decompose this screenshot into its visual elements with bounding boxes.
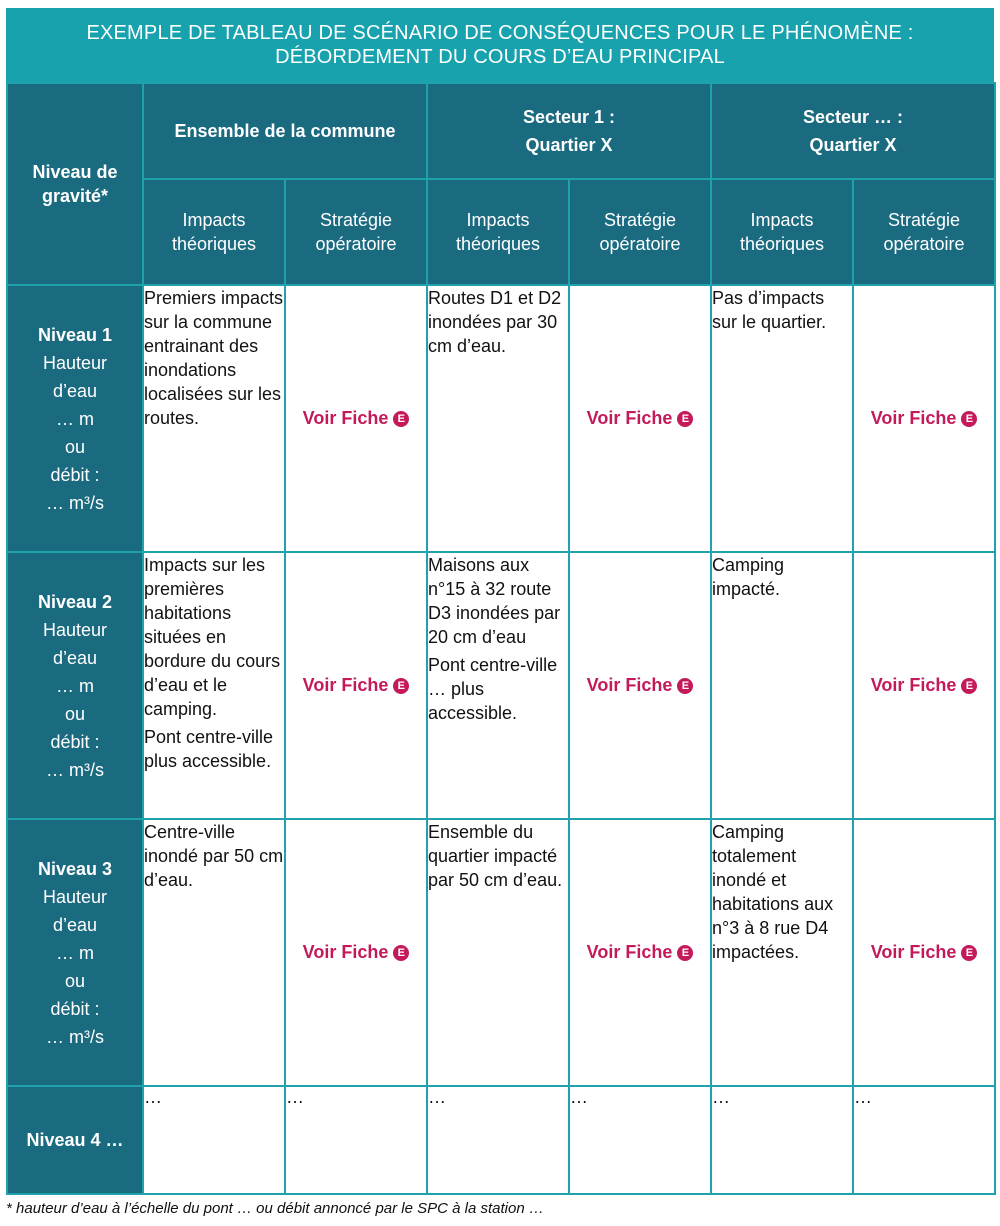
- fiche-cell: [853, 819, 995, 1086]
- impact-text: Centre-ville inondé par 50 cm d’eau.: [144, 822, 284, 890]
- impact-text: Pont centre-ville plus accessible.: [144, 727, 274, 771]
- impact-cell: [711, 285, 853, 552]
- subheader-impacts: Impacts théoriques: [143, 179, 285, 285]
- impact-cell: [427, 552, 569, 819]
- voir-fiche-label: Voir Fiche: [302, 408, 389, 428]
- impact-cell: [143, 552, 285, 819]
- title-line-2: DÉBORDEMENT DU COURS D’EAU PRINCIPAL: [275, 46, 725, 68]
- fiche-cell: [569, 552, 711, 819]
- fiche-cell: [853, 285, 995, 552]
- empty-cell: …: [143, 1086, 285, 1194]
- level-name: Niveau 2: [37, 591, 113, 612]
- voir-fiche-label: Voir Fiche: [586, 675, 673, 695]
- group-header-line: Secteur … :: [803, 107, 904, 127]
- impact-cell: [427, 819, 569, 1086]
- level-line: débit :: [50, 998, 100, 1019]
- level-name: Niveau 3: [37, 858, 113, 879]
- fiche-badge-icon: E: [393, 678, 409, 694]
- subheader-impacts: Impacts théoriques: [427, 179, 569, 285]
- level-line: Hauteur: [42, 352, 108, 373]
- impact-cell: [427, 285, 569, 552]
- impact-text: Camping totalement inondé et habitations aux n°3 à 8 rue D4 impactées.: [712, 822, 834, 962]
- voir-fiche-link[interactable]: [871, 675, 978, 696]
- level-cell: [7, 285, 143, 552]
- group-header-line: Secteur 1 :: [523, 107, 616, 127]
- voir-fiche-link[interactable]: [303, 675, 410, 696]
- impact-cell: [711, 819, 853, 1086]
- level-line: … m³/s: [46, 759, 104, 780]
- voir-fiche-link[interactable]: [587, 942, 694, 963]
- fiche-cell: [285, 819, 427, 1086]
- level-line: Hauteur: [42, 619, 108, 640]
- voir-fiche-link[interactable]: [587, 675, 694, 696]
- voir-fiche-label: Voir Fiche: [870, 675, 957, 695]
- impact-text: Premiers impacts sur la commune entrainant des inondations localisées sur les routes.: [144, 288, 284, 428]
- level-line: d’eau: [52, 647, 98, 668]
- table-row: [7, 285, 995, 552]
- fiche-badge-icon: E: [677, 945, 693, 961]
- voir-fiche-link[interactable]: [303, 942, 410, 963]
- level-line: … m: [56, 942, 94, 963]
- level-cell: [7, 1086, 143, 1194]
- impact-cell: [143, 285, 285, 552]
- table-title: [6, 8, 994, 82]
- fiche-cell: [285, 285, 427, 552]
- fiche-badge-icon: E: [393, 411, 409, 427]
- voir-fiche-label: Voir Fiche: [302, 942, 389, 962]
- group-header-line: Ensemble de la commune: [174, 121, 396, 141]
- group-header-secteur-n: [711, 83, 995, 179]
- title-line-1: EXEMPLE DE TABLEAU DE SCÉNARIO DE CONSÉQUENCES POUR LE PHÉNOMÈNE :: [86, 22, 914, 44]
- level-column-header: Niveau de gravité*: [7, 83, 143, 285]
- fiche-cell: [285, 552, 427, 819]
- voir-fiche-label: Voir Fiche: [586, 408, 673, 428]
- impact-text: Ensemble du quartier impacté par 50 cm d’eau.: [428, 822, 563, 890]
- level-line: ou: [64, 436, 86, 457]
- subheader-strategie: Stratégie opératoire: [853, 179, 995, 285]
- group-header-line: Quartier X: [525, 135, 613, 155]
- level-line: … m: [56, 675, 94, 696]
- empty-cell: …: [853, 1086, 995, 1194]
- level-name: Niveau 4 …: [26, 1130, 124, 1150]
- empty-cell: …: [711, 1086, 853, 1194]
- level-name: Niveau 1: [37, 324, 113, 345]
- impact-text: Maisons aux n°15 à 32 route D3 inondées par 20 cm d’eau: [428, 555, 561, 647]
- level-line: ou: [64, 970, 86, 991]
- impact-text: Pont centre-ville … plus accessible.: [428, 655, 558, 723]
- subheader-strategie: Stratégie opératoire: [569, 179, 711, 285]
- level-cell: [7, 819, 143, 1086]
- fiche-cell: [569, 285, 711, 552]
- fiche-badge-icon: E: [393, 945, 409, 961]
- voir-fiche-label: Voir Fiche: [586, 942, 673, 962]
- scenario-table: [6, 82, 996, 1195]
- empty-cell: …: [427, 1086, 569, 1194]
- fiche-badge-icon: E: [961, 678, 977, 694]
- impact-cell: [143, 819, 285, 1086]
- level-line: débit :: [50, 731, 100, 752]
- voir-fiche-label: Voir Fiche: [302, 675, 389, 695]
- table-row: [7, 1086, 995, 1194]
- level-line: … m: [56, 408, 94, 429]
- empty-cell: …: [569, 1086, 711, 1194]
- fiche-badge-icon: E: [677, 678, 693, 694]
- fiche-cell: [569, 819, 711, 1086]
- level-line: Hauteur: [42, 886, 108, 907]
- group-header-secteur-1: [427, 83, 711, 179]
- group-header-line: Quartier X: [809, 135, 897, 155]
- empty-cell: …: [285, 1086, 427, 1194]
- subheader-impacts: Impacts théoriques: [711, 179, 853, 285]
- impact-text: Camping impacté.: [712, 555, 785, 599]
- table-row: [7, 819, 995, 1086]
- fiche-badge-icon: E: [677, 411, 693, 427]
- voir-fiche-link[interactable]: [587, 408, 694, 429]
- level-line: débit :: [50, 464, 100, 485]
- footnote: * hauteur d’eau à l’échelle du pont … ou débit annoncé par le SPC à la station …: [6, 1200, 544, 1217]
- impact-text: Impacts sur les premières habitations situées en bordure du cours d’eau et le camping.: [144, 555, 281, 719]
- fiche-badge-icon: E: [961, 411, 977, 427]
- fiche-cell: [853, 552, 995, 819]
- group-header-commune: [143, 83, 427, 179]
- level-line: d’eau: [52, 914, 98, 935]
- level-line: … m³/s: [46, 1026, 104, 1047]
- fiche-badge-icon: E: [961, 945, 977, 961]
- voir-fiche-label: Voir Fiche: [870, 942, 957, 962]
- impact-text: Routes D1 et D2 inondées par 30 cm d’eau.: [428, 288, 562, 356]
- level-line: d’eau: [52, 380, 98, 401]
- voir-fiche-link[interactable]: [303, 408, 410, 429]
- voir-fiche-link[interactable]: [871, 408, 978, 429]
- table-row: [7, 552, 995, 819]
- voir-fiche-link[interactable]: [871, 942, 978, 963]
- level-cell: [7, 552, 143, 819]
- subheader-strategie: Stratégie opératoire: [285, 179, 427, 285]
- voir-fiche-label: Voir Fiche: [870, 408, 957, 428]
- level-line: … m³/s: [46, 492, 104, 513]
- impact-cell: [711, 552, 853, 819]
- level-line: ou: [64, 703, 86, 724]
- impact-text: Pas d’impacts sur le quartier.: [712, 288, 827, 332]
